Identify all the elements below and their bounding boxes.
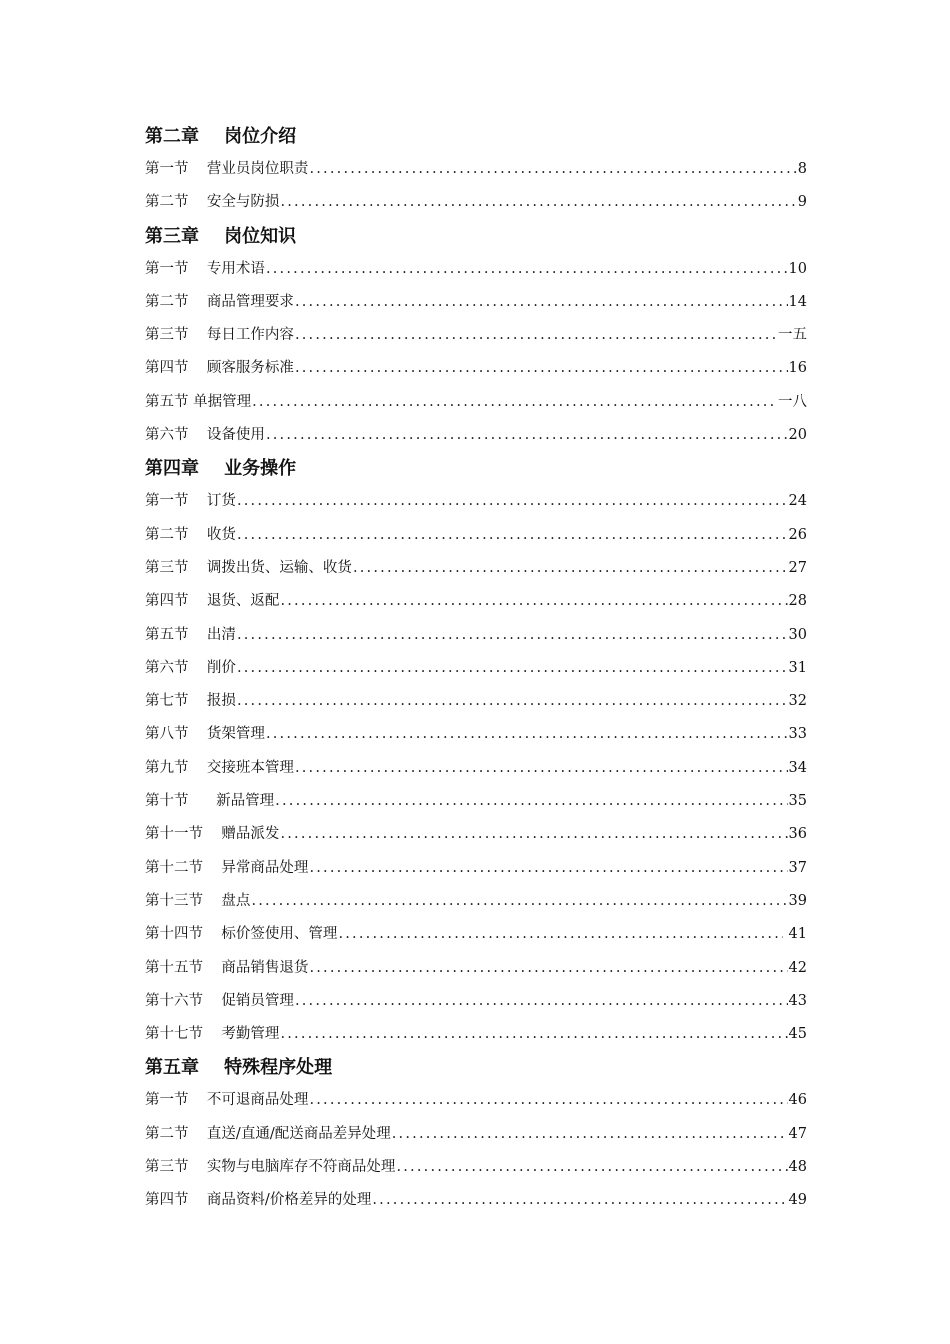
toc-entry-label: 第一节 营业员岗位职责 — [145, 161, 309, 177]
toc-page-number: 20 — [788, 427, 807, 444]
toc-entry-label: 第二节 直送/直通/配送商品差异处理 — [145, 1125, 391, 1142]
toc-entry[interactable] — [145, 352, 807, 385]
toc-entry[interactable] — [145, 253, 807, 286]
toc-entry-label: 第十二节 异常商品处理 — [145, 859, 309, 876]
dot-leader — [237, 619, 788, 652]
dot-leader — [338, 918, 783, 951]
toc-entry-label: 第十三节 盘点 — [145, 892, 251, 909]
toc-entry-label: 第一节 不可退商品处理 — [145, 1092, 309, 1109]
toc-page-number: 10 — [788, 260, 807, 277]
toc-entry[interactable] — [145, 752, 807, 785]
toc-entry[interactable] — [145, 552, 807, 585]
toc-page-number: 26 — [788, 526, 807, 543]
dot-leader — [280, 818, 787, 851]
dot-leader — [275, 785, 787, 818]
dot-leader — [295, 286, 788, 319]
toc-entry-label: 第八节 货架管理 — [145, 726, 265, 743]
dot-leader — [309, 153, 796, 186]
chapter-heading: 第四章 业务操作 — [145, 458, 297, 480]
dot-leader — [266, 253, 788, 286]
toc-entry[interactable] — [145, 386, 807, 419]
toc-entry-label: 第二节 收货 — [145, 526, 236, 543]
dot-leader — [396, 1151, 787, 1184]
toc-entry[interactable] — [145, 153, 807, 186]
toc-entry-label: 第十节 新品管理 — [145, 793, 275, 810]
toc-entry[interactable] — [145, 1184, 807, 1217]
dot-leader — [237, 652, 788, 685]
toc-entry-label: 第七节 报损 — [145, 693, 236, 710]
toc-entry[interactable] — [145, 885, 807, 918]
dot-leader — [251, 885, 787, 918]
toc-page-number: 24 — [788, 493, 807, 510]
toc-entry-label: 第六节 削价 — [145, 659, 236, 676]
toc-entry[interactable] — [145, 852, 807, 885]
toc-page-number: 14 — [788, 293, 807, 310]
toc-entry-label: 第三节 每日工作内容 — [145, 327, 294, 344]
toc-entry[interactable] — [145, 585, 807, 618]
toc-entry-label: 第十一节 赠品派发 — [145, 826, 280, 843]
dot-leader — [237, 485, 788, 518]
toc-page-number: 8 — [797, 161, 807, 177]
dot-leader — [295, 752, 788, 785]
toc-entry-label: 第三节 实物与电脑库存不符商品处理 — [145, 1159, 396, 1176]
dot-leader — [392, 1118, 788, 1151]
toc-entry[interactable] — [145, 818, 807, 851]
dot-leader — [280, 186, 796, 219]
toc-entry-label: 第十四节 标价签使用、管理 — [145, 926, 338, 943]
toc-entry[interactable] — [145, 718, 807, 751]
toc-entry[interactable] — [145, 186, 807, 219]
toc-page-number: 41 — [783, 926, 807, 943]
dot-leader — [266, 718, 788, 751]
toc-entry-label: 第四节 顾客服务标准 — [145, 360, 294, 377]
dot-leader — [252, 386, 777, 419]
toc-entry-label: 第一节 专用术语 — [145, 260, 265, 277]
dot-leader — [295, 985, 788, 1018]
toc-page-number: 一八 — [778, 393, 807, 410]
toc-entry[interactable] — [145, 685, 807, 718]
toc-entry[interactable] — [145, 1151, 807, 1184]
toc-page-number: 43 — [788, 992, 807, 1009]
table-of-contents — [145, 120, 807, 1218]
toc-entry-label: 第十七节 考勤管理 — [145, 1026, 280, 1043]
toc-page-number: 37 — [788, 859, 807, 876]
toc-page-number: 30 — [788, 626, 807, 643]
toc-entry-label: 第二节 商品管理要求 — [145, 293, 294, 310]
toc-page-number: 27 — [788, 559, 807, 576]
toc-entry[interactable] — [145, 652, 807, 685]
toc-entry-label: 第四节 退货、返配 — [145, 593, 280, 610]
toc-page-number: 9 — [797, 194, 807, 211]
dot-leader — [237, 519, 788, 552]
dot-leader — [309, 852, 787, 885]
toc-entry-label: 第五节 出清 — [145, 626, 236, 643]
toc-entry[interactable] — [145, 519, 807, 552]
toc-page-number: 42 — [788, 959, 807, 976]
toc-entry[interactable] — [145, 1118, 807, 1151]
toc-entry[interactable] — [145, 619, 807, 652]
toc-entry-label: 第六节 设备使用 — [145, 427, 265, 444]
toc-entry-label: 第十六节 促销员管理 — [145, 992, 294, 1009]
toc-page-number: 47 — [788, 1125, 807, 1142]
toc-page-number: 一五 — [778, 327, 807, 344]
dot-leader — [280, 1018, 787, 1051]
toc-entry[interactable] — [145, 485, 807, 518]
toc-entry[interactable] — [145, 785, 807, 818]
toc-page-number: 45 — [788, 1026, 807, 1043]
toc-page-number: 46 — [788, 1092, 807, 1109]
toc-page-number: 39 — [788, 892, 807, 909]
chapter-heading: 第五章 特殊程序处理 — [145, 1057, 333, 1079]
toc-page-number: 36 — [788, 826, 807, 843]
chapter-heading: 第三章 岗位知识 — [145, 225, 297, 247]
toc-entry-label: 第九节 交接班本管理 — [145, 759, 294, 776]
chapter-heading: 第二章 岗位介绍 — [145, 126, 297, 147]
toc-entry-label: 第十五节 商品销售退货 — [145, 959, 309, 976]
dot-leader — [237, 685, 788, 718]
toc-entry-label: 第一节 订货 — [145, 493, 236, 510]
toc-entry[interactable] — [145, 286, 807, 319]
toc-entry[interactable] — [145, 1084, 807, 1117]
toc-page-number: 34 — [788, 759, 807, 776]
toc-entry-label: 第四节 商品资料/价格差异的处理 — [145, 1192, 372, 1209]
toc-page-number: 31 — [788, 659, 807, 676]
dot-leader — [266, 419, 788, 452]
dot-leader — [309, 952, 787, 985]
toc-entry[interactable] — [145, 319, 807, 352]
toc-page-number: 33 — [788, 726, 807, 743]
toc-page-number: 28 — [788, 593, 807, 610]
dot-leader — [353, 552, 788, 585]
toc-page-number: 49 — [788, 1192, 807, 1209]
toc-entry[interactable] — [145, 1018, 807, 1051]
dot-leader — [372, 1184, 787, 1217]
toc-entry-label: 第二节 安全与防损 — [145, 194, 280, 211]
toc-entry[interactable] — [145, 985, 807, 1018]
toc-page-number: 16 — [788, 360, 807, 377]
toc-page-number: 32 — [788, 693, 807, 710]
toc-entry-label: 第三节 调拨出货、运输、收货 — [145, 559, 352, 576]
toc-entry[interactable] — [145, 419, 807, 452]
dot-leader — [295, 352, 788, 385]
dot-leader — [280, 585, 787, 618]
toc-entry-label: 第五节 单据管理 — [145, 393, 252, 410]
toc-page-number: 48 — [788, 1159, 807, 1176]
dot-leader — [295, 319, 777, 352]
dot-leader — [309, 1084, 787, 1117]
toc-entry[interactable] — [145, 952, 807, 985]
toc-entry[interactable] — [145, 918, 807, 951]
toc-page-number: 35 — [788, 793, 807, 810]
